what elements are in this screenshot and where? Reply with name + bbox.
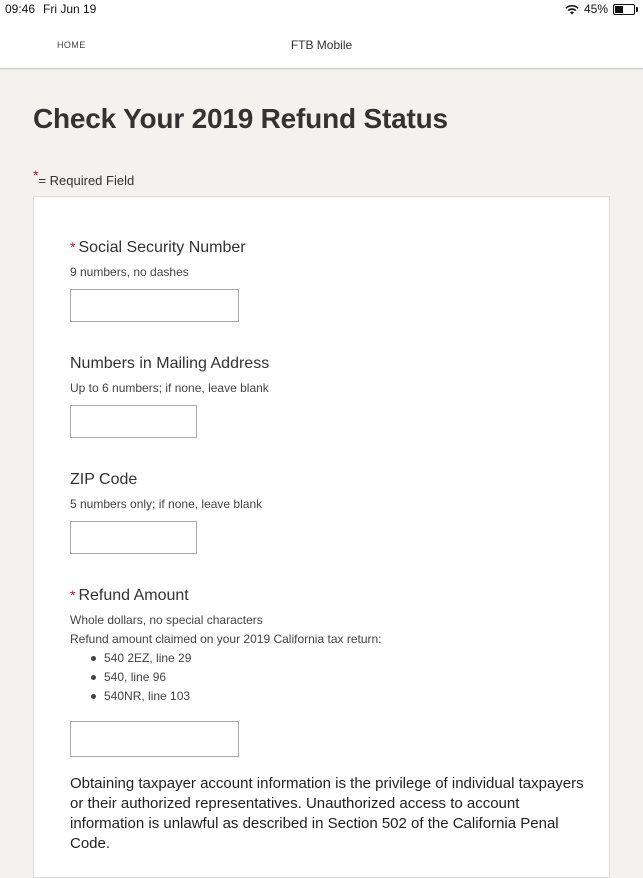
- mailing-address-label: Numbers in Mailing Address: [70, 355, 270, 372]
- ssn-hint: 9 numbers, no dashes: [70, 265, 189, 279]
- refund-amount-label: [70, 587, 189, 605]
- required-star: *: [33, 167, 39, 183]
- mailing-address-input[interactable]: [70, 405, 197, 438]
- mailing-address-hint: Up to 6 numbers; if none, leave blank: [70, 381, 269, 395]
- list-item: 540NR, line 103: [90, 687, 191, 706]
- ssn-label: [70, 239, 246, 257]
- required-note-text: = Required Field: [38, 173, 135, 188]
- zip-input[interactable]: [70, 521, 197, 554]
- refund-hint-format: Whole dollars, no special characters: [70, 613, 263, 627]
- page-title: Check Your 2019 Refund Status: [33, 103, 448, 134]
- status-right: [565, 2, 635, 16]
- list-item: 540 2EZ, line 29: [90, 649, 191, 668]
- wifi-icon: [565, 4, 579, 15]
- battery-percent: 45%: [583, 2, 608, 16]
- status-time: 09:46: [5, 2, 36, 16]
- refund-amount-input[interactable]: [70, 721, 239, 757]
- required-star: *: [70, 587, 76, 603]
- privacy-notice: Obtaining taxpayer account information is the privilege of individual taxpayers or their authorized representatives. Unauthorized access to account information is unlawful as described in Section 502 of the California Penal Code.: [70, 775, 584, 852]
- home-link[interactable]: HOME: [57, 40, 86, 50]
- status-date: Fri Jun 19: [43, 2, 97, 16]
- required-field-note: [33, 167, 135, 188]
- refund-amount-label-text: Refund Amount: [78, 587, 189, 604]
- zip-label: ZIP Code: [70, 471, 138, 488]
- nav-title: FTB Mobile: [290, 38, 353, 52]
- top-nav: [0, 20, 643, 69]
- tax-return-lines: [90, 649, 191, 706]
- ssn-label-text: Social Security Number: [78, 239, 246, 256]
- required-star: *: [70, 239, 76, 255]
- zip-hint: 5 numbers only; if none, leave blank: [70, 497, 263, 511]
- refund-status-form: [33, 196, 610, 878]
- status-bar: [0, 0, 643, 20]
- ssn-input[interactable]: [70, 289, 239, 322]
- refund-hint-source: Refund amount claimed on your 2019 California tax return:: [70, 632, 382, 646]
- battery-icon: [613, 4, 635, 15]
- list-item: 540, line 96: [90, 668, 191, 687]
